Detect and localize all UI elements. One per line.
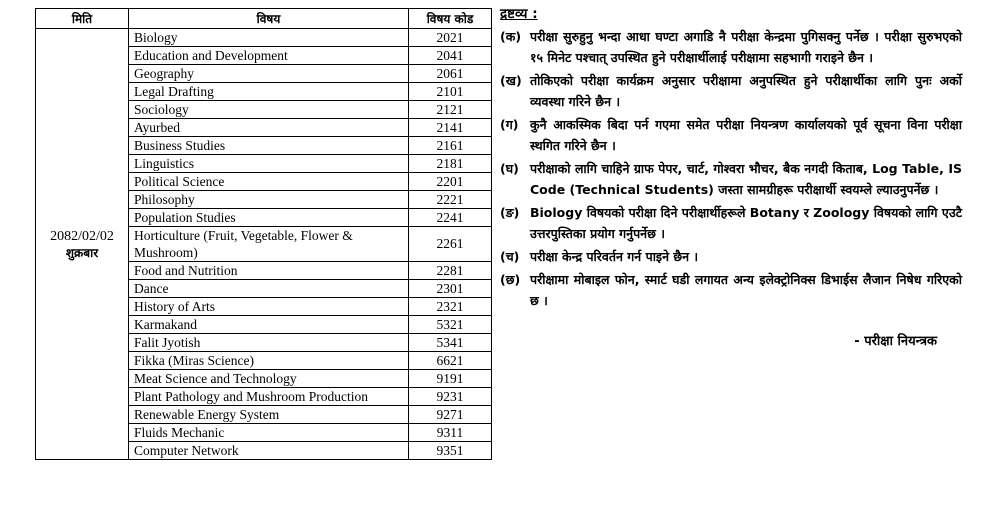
subject-cell: Legal Drafting — [129, 83, 409, 101]
exam-schedule-table — [35, 8, 492, 460]
note-label: (ग) — [500, 117, 519, 132]
note-item — [500, 158, 962, 200]
code-cell: 2241 — [409, 209, 492, 227]
table-body — [36, 29, 492, 460]
note-text: परीक्षाको लागि चाहिने ग्राफ पेपर, चार्ट, गोश्वरा भौचर, बैक नगदी किताब, Log Table, IS Code (Technical Students) जस्ता सामग्रीहरू परीक्षार्थी स्वयम्ले ल्याउनुपर्नेछ । — [530, 161, 962, 197]
notes-section — [500, 5, 962, 349]
code-cell: 2201 — [409, 173, 492, 191]
note-text: Biology विषयको परीक्षा दिने परीक्षार्थीहरूले Botany र Zoology विषयको लागि एउटै उत्तरपुस्तिका प्रयोग गर्नुपर्नेछ । — [530, 205, 962, 241]
subject-cell: Business Studies — [129, 137, 409, 155]
subject-cell: History of Arts — [129, 298, 409, 316]
note-text: परीक्षा सुरुहुनु भन्दा आधा घण्टा अगाडि नै परीक्षा केन्द्रमा पुगिसक्नु पर्नेछ । परीक्षा सुरुभएको १५ मिनेट पश्चात् उपस्थित हुने परीक्षार्थीलाई परीक्षामा सहभागी गराइने छैन । — [530, 29, 962, 65]
code-cell: 2121 — [409, 101, 492, 119]
header-date: मिति — [36, 9, 129, 29]
note-item — [500, 114, 962, 156]
subject-cell: Sociology — [129, 101, 409, 119]
subject-cell: Falit Jyotish — [129, 334, 409, 352]
notes-title: द्रष्टव्य : — [500, 6, 538, 22]
header-code: विषय कोड — [409, 9, 492, 29]
subject-cell: Plant Pathology and Mushroom Production — [129, 388, 409, 406]
code-cell: 9311 — [409, 424, 492, 442]
subject-cell: Ayurbed — [129, 119, 409, 137]
header-subject: विषय — [129, 9, 409, 29]
signature-exam-controller: - परीक्षा नियन्त्रक — [854, 334, 937, 349]
table-row — [36, 29, 492, 47]
subject-cell: Karmakand — [129, 316, 409, 334]
code-cell: 9231 — [409, 388, 492, 406]
code-cell: 9271 — [409, 406, 492, 424]
code-cell: 9191 — [409, 370, 492, 388]
note-label: (छ) — [500, 272, 521, 287]
note-label: (क) — [500, 29, 522, 44]
code-cell: 2321 — [409, 298, 492, 316]
code-cell: 2281 — [409, 262, 492, 280]
subject-cell: Food and Nutrition — [129, 262, 409, 280]
code-cell: 6621 — [409, 352, 492, 370]
note-item — [500, 269, 962, 311]
date-value: 2082/02/02 — [50, 228, 114, 244]
date-cell — [36, 29, 129, 460]
table-header-row — [36, 9, 492, 29]
code-cell: 2221 — [409, 191, 492, 209]
note-item — [500, 202, 962, 244]
subject-cell: Philosophy — [129, 191, 409, 209]
notes-list — [500, 26, 962, 311]
note-label: (घ) — [500, 161, 519, 176]
date-weekday: शुक्रबार — [65, 245, 99, 260]
subject-cell: Political Science — [129, 173, 409, 191]
code-cell: 2141 — [409, 119, 492, 137]
subject-cell: Renewable Energy System — [129, 406, 409, 424]
subject-cell: Horticulture (Fruit, Vegetable, Flower & Mushroom) — [129, 227, 409, 262]
subject-cell: Education and Development — [129, 47, 409, 65]
subject-cell: Dance — [129, 280, 409, 298]
code-cell: 2161 — [409, 137, 492, 155]
note-text: तोकिएको परीक्षा कार्यक्रम अनुसार परीक्षामा अनुपस्थित हुने परीक्षार्थीका लागि पुनः अर्को व्यवस्था गरिने छैन । — [530, 73, 962, 109]
subject-cell: Geography — [129, 65, 409, 83]
note-text: परीक्षा केन्द्र परिवर्तन गर्न पाइने छैन । — [530, 249, 699, 264]
subject-cell: Computer Network — [129, 442, 409, 460]
code-cell: 2261 — [409, 227, 492, 262]
note-label: (ख) — [500, 73, 522, 88]
code-cell: 2181 — [409, 155, 492, 173]
subject-cell: Fikka (Miras Science) — [129, 352, 409, 370]
note-text: कुनै आकस्मिक बिदा पर्न गएमा समेत परीक्षा नियन्त्रण कार्यालयको पूर्व सूचना विना परीक्षा स्थगित गरिने छैन । — [530, 117, 962, 153]
note-item — [500, 26, 962, 68]
note-label: (ङ) — [500, 205, 520, 220]
subject-cell: Linguistics — [129, 155, 409, 173]
code-cell: 2301 — [409, 280, 492, 298]
subject-cell: Population Studies — [129, 209, 409, 227]
note-text: परीक्षामा मोबाइल फोन, स्मार्ट घडी लगायत अन्य इलेक्ट्रोनिक्स डिभाईस लैजान निषेध गरिएको छ । — [530, 272, 962, 308]
note-label: (च) — [500, 249, 520, 264]
subject-cell: Biology — [129, 29, 409, 47]
code-cell: 5341 — [409, 334, 492, 352]
code-cell: 5321 — [409, 316, 492, 334]
subject-cell: Meat Science and Technology — [129, 370, 409, 388]
subject-cell: Fluids Mechanic — [129, 424, 409, 442]
code-cell: 2021 — [409, 29, 492, 47]
code-cell: 2061 — [409, 65, 492, 83]
code-cell: 2041 — [409, 47, 492, 65]
note-item — [500, 70, 962, 112]
code-cell: 2101 — [409, 83, 492, 101]
note-item — [500, 246, 962, 267]
code-cell: 9351 — [409, 442, 492, 460]
